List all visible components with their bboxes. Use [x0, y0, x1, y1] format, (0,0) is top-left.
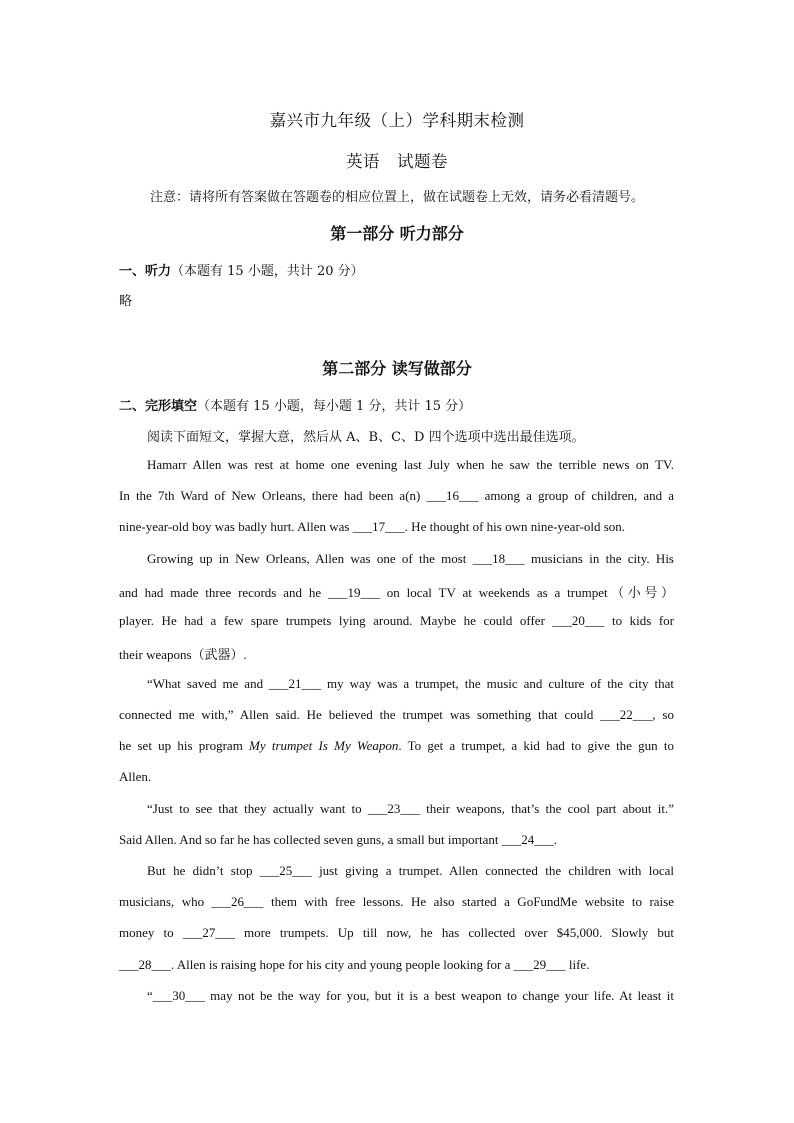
passage-line: Allen.	[119, 769, 152, 784]
cloze-section-label: 二、完形填空	[119, 399, 198, 414]
passage-line: nine-year-old boy was badly hurt. Allen was ___17___. He thought of his own nine-year-old son.	[119, 519, 626, 534]
passage-line: musicians, who ___26___ them with free lessons. He also started a GoFundMe website to raise	[119, 894, 674, 909]
exam-title: 嘉兴市九年级（上）学科期末检测	[269, 111, 525, 130]
cloze-instruction: 阅读下面短文，掌握大意，然后从 A、B、C、D 四个选项中选出最佳选项。	[147, 430, 585, 445]
exam-subtitle: 英语 试题卷	[346, 152, 448, 171]
passage-line: “___30___ may not be the way for you, but it is a best weapon to change your life. At least it	[147, 988, 674, 1003]
part-one-heading: 第一部分 听力部分	[330, 224, 464, 243]
passage-line: But he didn’t stop ___25___ just giving a trumpet. Allen connected the children with local	[147, 863, 674, 878]
passage-line: their weapons（武器）.	[119, 647, 247, 662]
cloze-section-heading	[119, 395, 471, 414]
passage-line: connected me with,” Allen said. He believed the trumpet was something that could ___22___, so	[119, 707, 674, 722]
program-line-after: . To get a trumpet, a kid had to give the gun to	[398, 738, 675, 753]
part-two-heading: 第二部分 读写做部分	[322, 359, 472, 378]
listening-section-note: （本题有 15 小题，共计 20 分）	[171, 264, 364, 279]
exam-notice: 注意：请将所有答案做在答题卷的相应位置上，做在试题卷上无效，请务必看清题号。	[149, 190, 644, 205]
passage-line: money to ___27___ more trumpets. Up till now, he has collected over $45,000. Slowly but	[119, 925, 674, 940]
passage-line: Growing up in New Orleans, Allen was one of the most ___18___ musicians in the city. His	[147, 551, 674, 566]
passage-line: In the 7th Ward of New Orleans, there had been a(n) ___16___ among a group of children, and a	[119, 488, 674, 503]
listening-section-heading	[119, 260, 364, 279]
passage-line: “What saved me and ___21___ my way was a trumpet, the music and culture of the city that	[147, 676, 674, 691]
cloze-section-note: （本题有 15 小题，每小题 1 分，共计 15 分）	[197, 399, 472, 414]
passage-line: Hamarr Allen was rest at home one evening last July when he saw the terrible news on TV.	[147, 457, 674, 472]
listening-section-body: 略	[119, 294, 133, 309]
program-title: My trumpet Is My Weapon	[249, 738, 399, 753]
passage-line: ___28___. Allen is raising hope for his city and young people looking for a ___29___ life.	[119, 957, 590, 972]
listening-section-label: 一、听力	[119, 264, 172, 279]
passage-line: Said Allen. And so far he has collected seven guns, a small but important ___24___.	[119, 832, 557, 847]
program-line-before: he set up his program	[119, 738, 250, 753]
passage-line-program	[119, 738, 674, 754]
passage-line: player. He had a few spare trumpets lying around. Maybe he could offer ___20___ to kids for	[119, 613, 674, 628]
passage-line: and had made three records and he ___19___ on local TV at weekends as a trumpet（小号）	[119, 585, 674, 600]
passage-line: “Just to see that they actually want to ___23___ their weapons, that’s the cool part about it.”	[147, 801, 674, 816]
